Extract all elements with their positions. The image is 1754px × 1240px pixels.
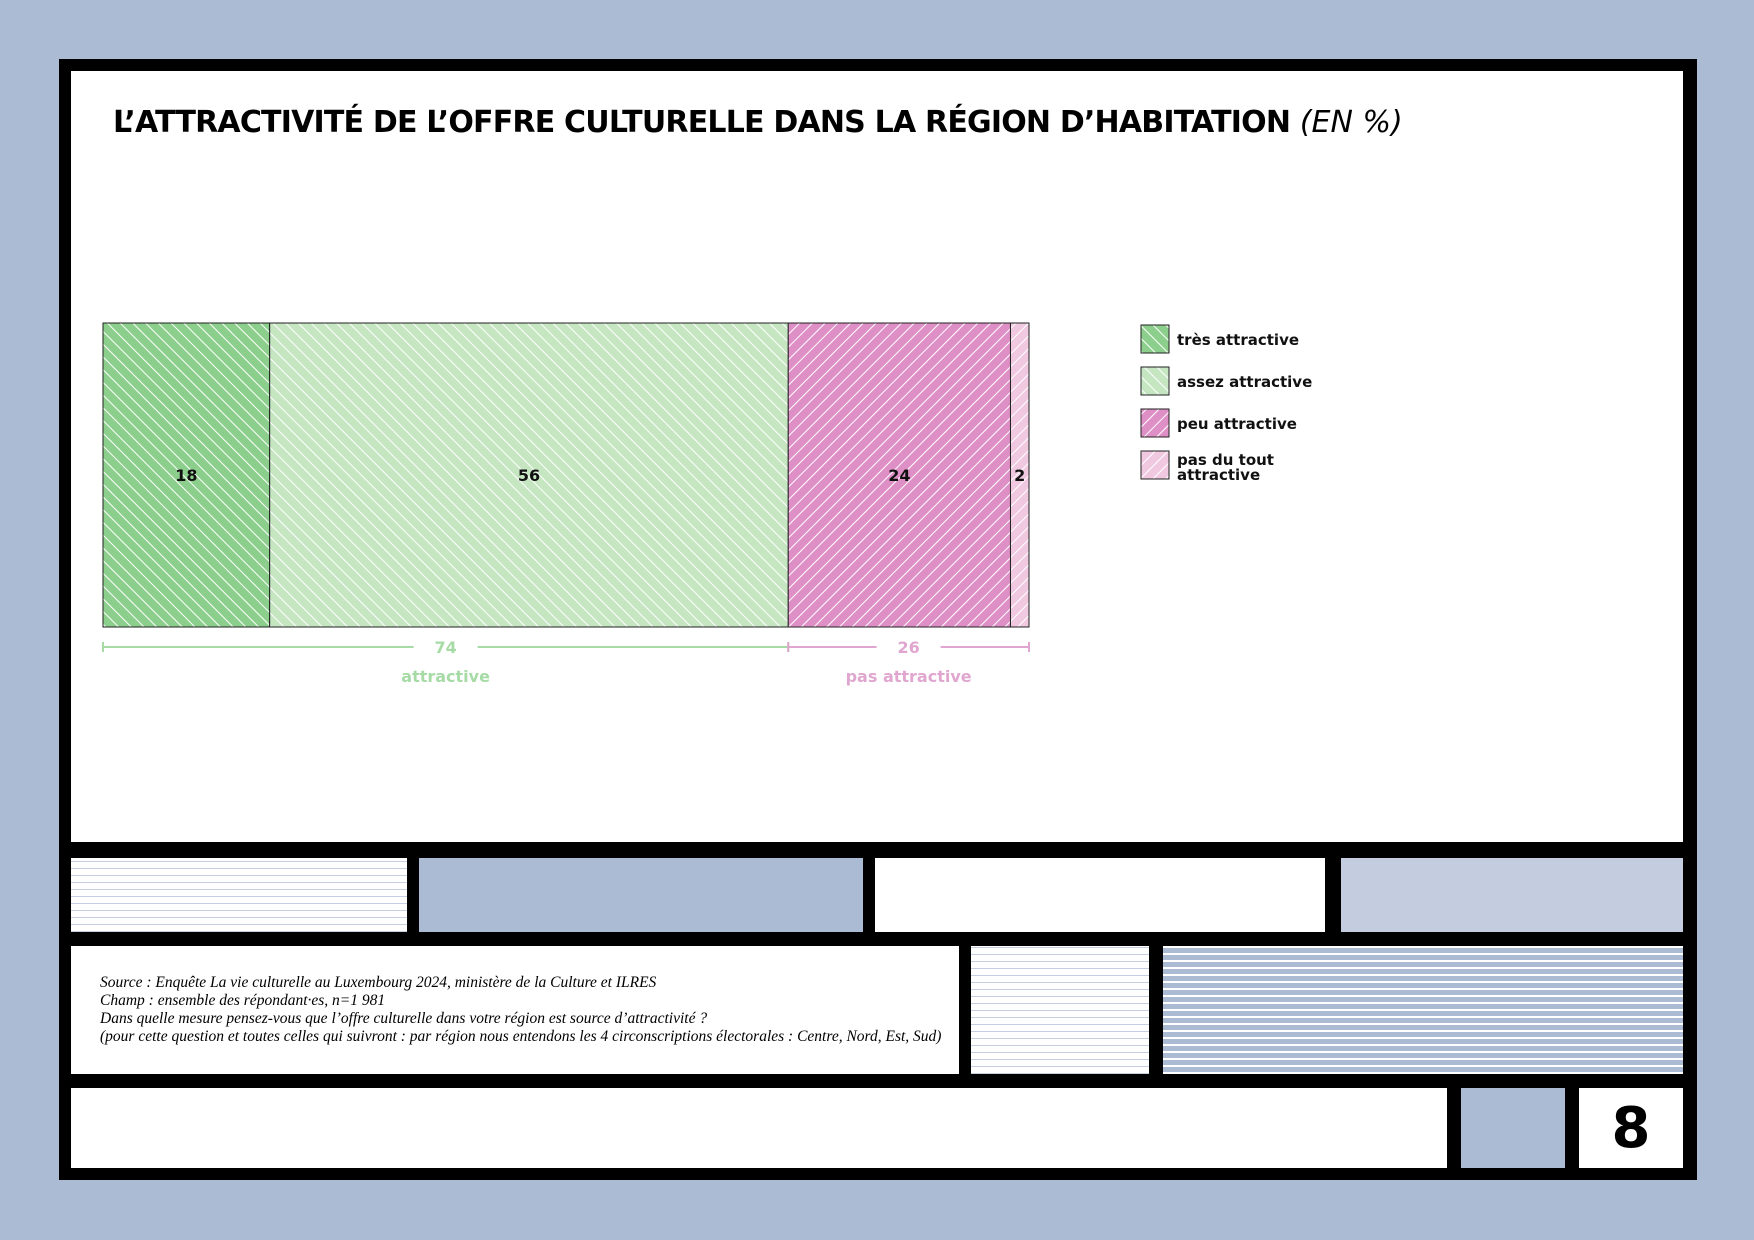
legend-swatch [1141,367,1169,395]
group-bracket-attractive [103,638,788,686]
decor-white-tile [875,858,1325,932]
stacked-bar-chart [71,71,1683,842]
page-number: 8 [1611,1095,1651,1161]
source-line: (pour cette question et toutes celles qui suivront : par région nous entendons les 4 circonscriptions électorales : Centre, Nord, Est, Sud) [100,1028,942,1045]
legend-item [1141,409,1297,437]
footer-blank [71,1088,1447,1168]
decor-lightblue-tile [1341,858,1683,932]
decor-blue-tile [419,858,863,932]
source-panel [71,946,959,1074]
chart-title-unit: (EN %) [1299,105,1403,140]
legend-label: pas du tout [1177,451,1274,469]
legend-item [1141,367,1312,395]
footer-blue-tile [1461,1088,1565,1168]
source-notes [100,974,941,1046]
legend-swatch [1141,325,1169,353]
group-value-label: 74 [434,638,457,657]
legend-label: peu attractive [1177,415,1297,433]
bar-value-label: 18 [175,466,198,485]
legend-label: très attractive [1177,331,1300,349]
legend-item [1141,451,1274,484]
group-name-label: pas attractive [845,667,972,686]
group-value-label: 26 [897,638,920,657]
decor-wave-tile [71,858,407,932]
legend-label: assez attractive [1177,373,1313,391]
chart-title-main: L’ATTRACTIVITÉ DE L’OFFRE CULTURELLE DANS LA RÉGION D’HABITATION [113,105,1291,140]
bar-value-label: 56 [517,466,541,485]
bar-value-label: 24 [888,466,911,485]
legend-swatch [1141,451,1169,479]
source-line: Dans quelle mesure pensez-vous que l’offre culturelle dans votre région est source d’attractivité ? [100,1010,708,1027]
bar-value-label: 2 [1014,466,1026,485]
page-number-box [1579,1088,1683,1168]
decor-striped-tile [1163,946,1683,1074]
group-bracket-pas-attractive [788,638,1029,686]
source-line: Source : Enquête La vie culturelle au Luxembourg 2024, ministère de la Culture et ILRES [100,974,657,991]
group-name-label: attractive [401,667,490,686]
legend-item [1141,325,1299,353]
source-line: Champ : ensemble des répondant·es, n=1 981 [100,992,386,1009]
chart-panel [71,71,1683,842]
legend-label: attractive [1177,466,1261,484]
decor-wave-tile-2 [971,946,1149,1074]
legend-swatch [1141,409,1169,437]
page-frame [59,59,1697,1180]
